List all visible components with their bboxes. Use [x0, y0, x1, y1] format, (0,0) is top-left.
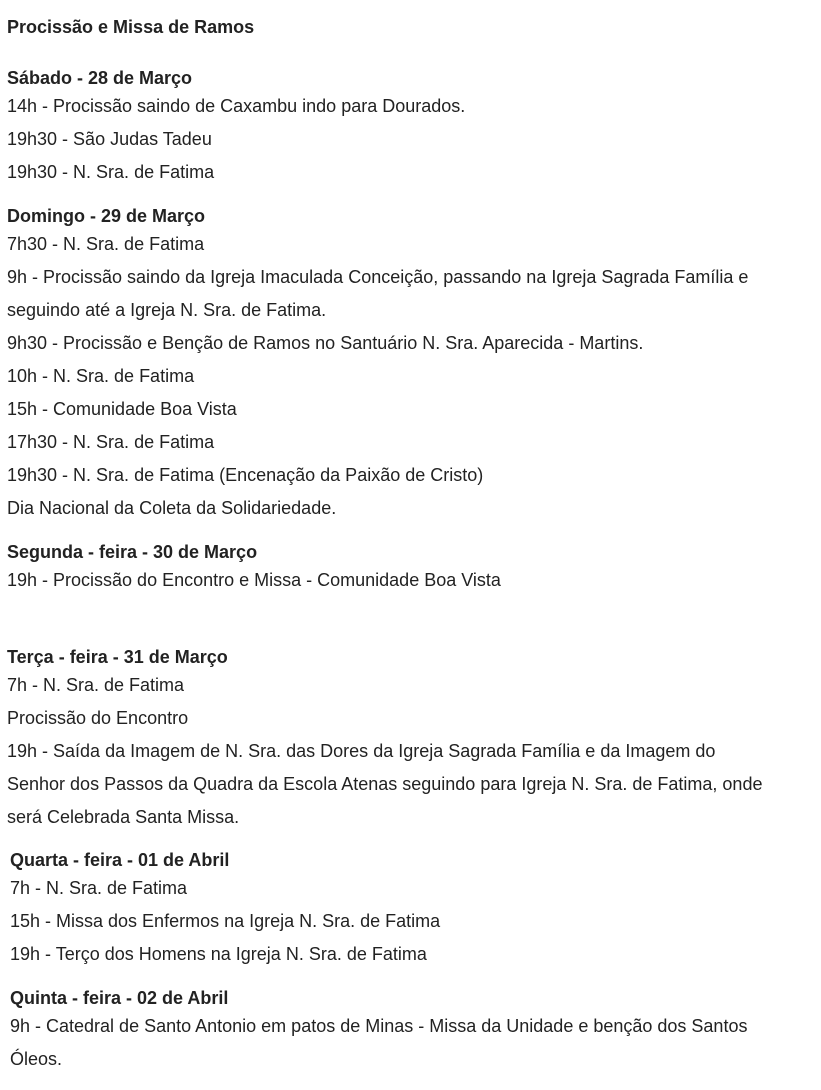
section-heading: Domingo - 29 de Março: [7, 206, 206, 226]
schedule-line: 9h - Catedral de Santo Antonio em patos de Minas - Missa da Unidade e benção dos Santos: [10, 1016, 748, 1036]
schedule-line: 7h30 - N. Sra. de Fatima: [7, 234, 205, 254]
schedule-line: 19h30 - São Judas Tadeu: [7, 129, 212, 149]
section-segunda: [7, 540, 821, 597]
schedule-line: Dia Nacional da Coleta da Solidariedade.: [7, 498, 337, 518]
section-terca: [7, 645, 821, 834]
page-title: Procissão e Missa de Ramos: [7, 17, 255, 37]
schedule-line: 15h - Comunidade Boa Vista: [7, 399, 237, 419]
schedule-line: seguindo até a Igreja N. Sra. de Fatima.: [7, 300, 327, 320]
section-domingo: [7, 204, 821, 525]
schedule-line: 19h30 - N. Sra. de Fatima (Encenação da Paixão de Cristo): [7, 465, 484, 485]
schedule-line: 19h - Saída da Imagem de N. Sra. das Dores da Igreja Sagrada Família e da Imagem do: [7, 741, 716, 761]
schedule-line: 14h - Procissão saindo de Caxambu indo para Dourados.: [7, 96, 466, 116]
schedule-line: 7h - N. Sra. de Fatima: [7, 675, 185, 695]
schedule-line: 17h30 - N. Sra. de Fatima: [7, 432, 215, 452]
section-heading: Segunda - feira - 30 de Março: [7, 542, 258, 562]
schedule-line: 19h - Procissão do Encontro e Missa - Comunidade Boa Vista: [7, 570, 501, 590]
schedule-line: 9h - Procissão saindo da Igreja Imaculada Conceição, passando na Igreja Sagrada Família e: [7, 267, 749, 287]
schedule-line: 10h - N. Sra. de Fatima: [7, 366, 195, 386]
section-quinta: [7, 986, 821, 1076]
schedule-line: 19h - Terço dos Homens na Igreja N. Sra. de Fatima: [10, 944, 427, 964]
schedule-line: Óleos.: [10, 1049, 63, 1069]
schedule-line: será Celebrada Santa Missa.: [7, 807, 240, 827]
schedule-line: 15h - Missa dos Enfermos na Igreja N. Sra. de Fatima: [10, 911, 441, 931]
schedule-line: 19h30 - N. Sra. de Fatima: [7, 162, 215, 182]
section-sabado: [7, 66, 821, 189]
document: [7, 0, 821, 1076]
schedule-line: Senhor dos Passos da Quadra da Escola Atenas seguindo para Igreja N. Sra. de Fatima, onde: [7, 774, 763, 794]
section-quarta: [7, 848, 821, 971]
schedule-line: 9h30 - Procissão e Benção de Ramos no Santuário N. Sra. Aparecida - Martins.: [7, 333, 644, 353]
schedule-line: 7h - N. Sra. de Fatima: [10, 878, 188, 898]
section-heading: Quarta - feira - 01 de Abril: [10, 850, 230, 870]
section-heading: Quinta - feira - 02 de Abril: [10, 988, 229, 1008]
section-heading: Sábado - 28 de Março: [7, 68, 193, 88]
schedule-line: Procissão do Encontro: [7, 708, 189, 728]
section-heading: Terça - feira - 31 de Março: [7, 647, 228, 667]
